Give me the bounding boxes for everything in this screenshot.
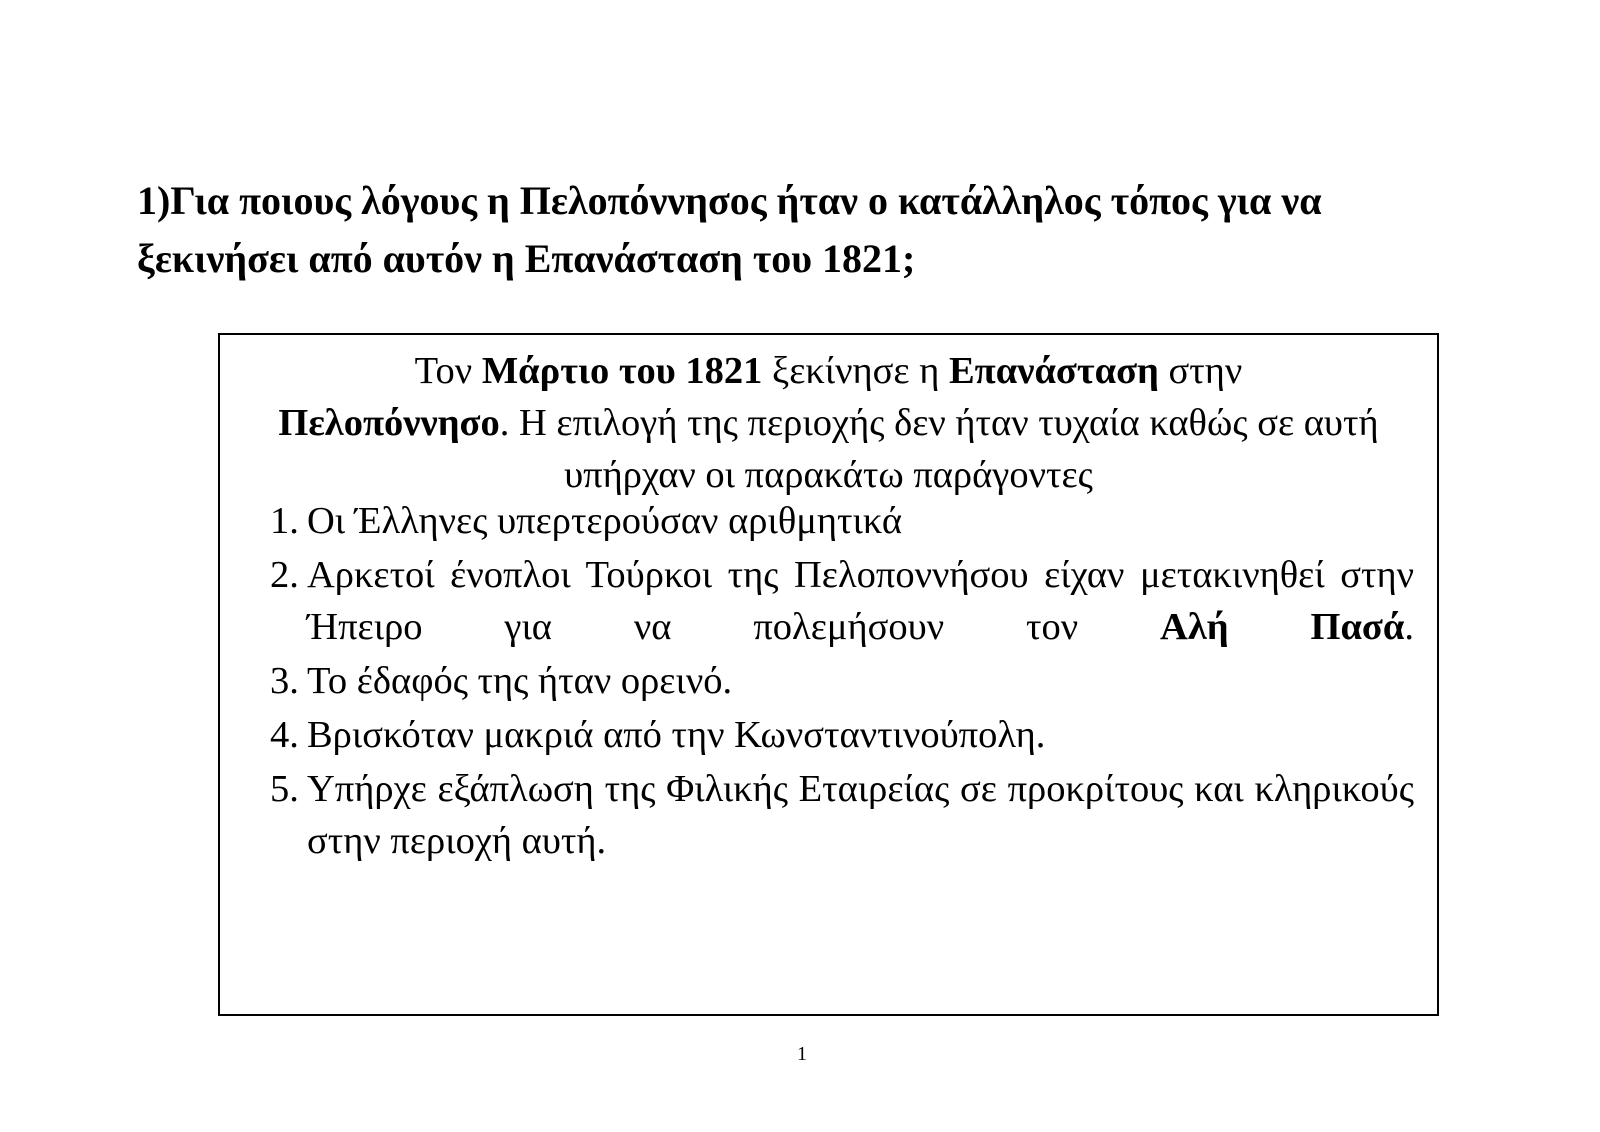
factor-text: Οι Έλληνες υπερτερούσαν αριθμητικά (307, 500, 903, 542)
intro-bold-date: Μάρτιο του 1821 (481, 350, 763, 392)
factor-text: Υπήρχε εξάπλωση της Φιλικής Εταιρείας σε προκρίτους και κληρικούς στην περιοχή αυτή. (307, 768, 1414, 862)
factor-text (307, 549, 1414, 653)
intro-text-4: . Η επιλογή της περιοχής δεν ήταν τυχαία καθώς σε αυτή υπήρχαν οι παρακάτω παράγοντες (499, 402, 1379, 496)
intro-text-3: στην (1158, 350, 1243, 392)
factor-number: 5. (270, 768, 299, 810)
factor-number: 2. (270, 554, 299, 596)
page-number: 1 (797, 1043, 807, 1065)
intro-bold-revolution: Επανάσταση (948, 350, 1159, 392)
factor-text-main: Αρκετοί ένοπλοι Τούρκοι της Πελοποννήσου είχαν μετακινηθεί στην Ήπειρο για να πολεμήσουν τον (307, 554, 1414, 648)
factor-number: 3. (270, 660, 299, 702)
answer-box (218, 333, 1439, 1016)
factor-text: Το έδαφός της ήταν ορεινό. (307, 660, 733, 702)
factor-number: 4. (270, 714, 299, 756)
factor-item (270, 763, 1414, 867)
intro-text-1: Τον (414, 350, 482, 392)
factor-text-tail: . (1404, 606, 1414, 648)
factor-item (270, 549, 1414, 653)
factor-item (270, 709, 1414, 761)
intro-bold-peloponnese: Πελοπόννησο (278, 402, 500, 444)
factor-text: Βρισκόταν μακριά από την Κωνσταντινούπολη. (307, 714, 1046, 756)
factor-number: 1. (270, 500, 299, 542)
factor-item (270, 495, 1414, 547)
answer-intro (244, 345, 1413, 501)
factor-text-bold: Αλή Πασά (1160, 606, 1405, 648)
factor-item (270, 655, 1414, 707)
factors-list (270, 495, 1414, 869)
question-heading: 1)Για ποιους λόγους η Πελοπόννησος ήταν ο κατάλληλος τόπος για να ξεκινήσει από αυτόν η Επανάσταση του 1821; (137, 178, 1322, 281)
intro-text-2: ξεκίνησε η (762, 350, 949, 392)
